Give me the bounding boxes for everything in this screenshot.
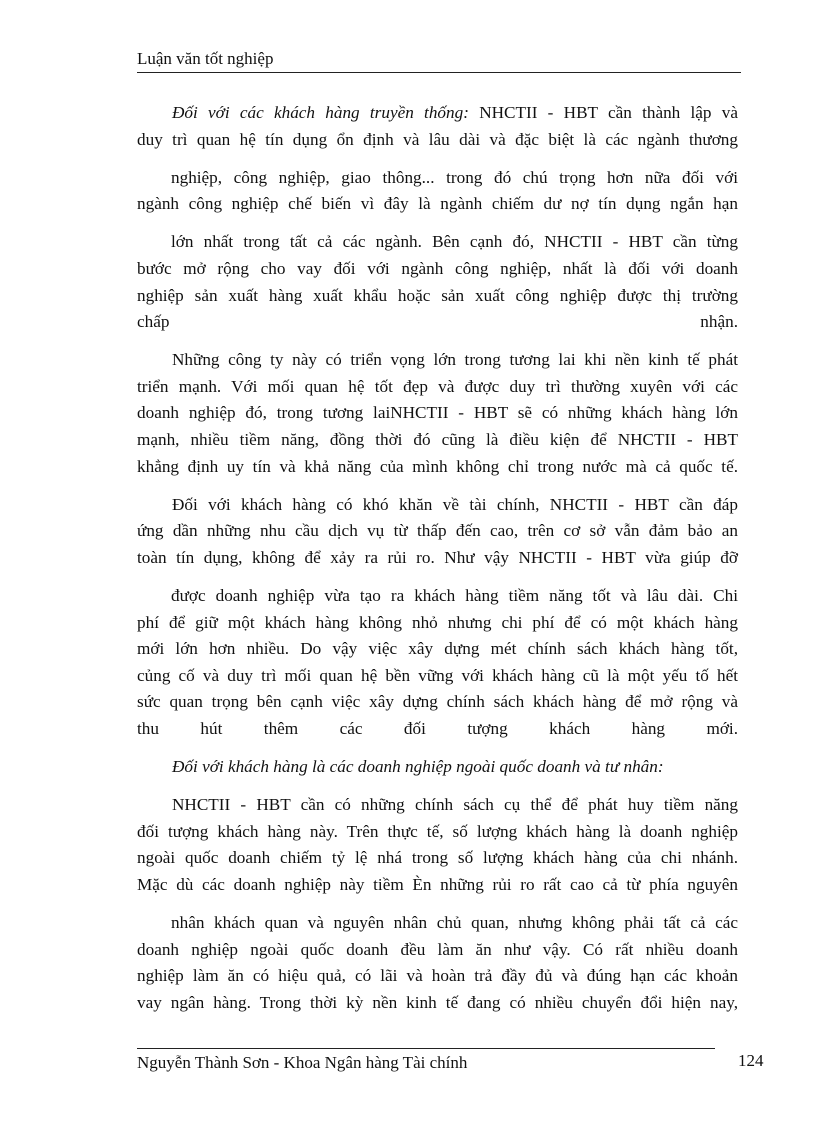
text-line: nghiệp sản xuất hàng xuất khẩu hoặc sản xuất công nghiệp được thị trường xyxy=(137,285,738,305)
text-line: doanh nghiệp ngoài quốc doanh đều làm ăn như vậy. Có rất nhiều doanh xyxy=(137,939,738,959)
text-line: ngoài quốc doanh chiếm tỷ lệ nhá trong số lượng khách hàng của chi nhánh. xyxy=(137,848,738,868)
running-header xyxy=(137,49,741,73)
italic-heading-line: Đối với khách hàng là các doanh nghiệp ngoài quốc doanh và tư nhân: xyxy=(172,757,664,777)
text-line: ứng dần những nhu cầu dịch vụ từ thấp đến cao, trên cơ sở vẫn đảm bảo an xyxy=(137,521,738,541)
italic-lead: Đối với các khách hàng truyền thống: xyxy=(172,103,469,122)
text-line: triển mạnh. Với mối quan hệ tốt đẹp và được duy trì thường xuyên với các xyxy=(137,376,738,396)
text-line: vay ngân hàng. Trong thời kỳ nền kinh tế đang có nhiều chuyển đổi hiện nay, xyxy=(137,992,738,1012)
text-line: lớn nhất trong tất cả các ngành. Bên cạnh đó, NHCTII - HBT cần từng xyxy=(171,232,738,252)
text-line: chấp nhận. xyxy=(137,312,738,332)
page-number: 124 xyxy=(738,1051,764,1070)
footer-divider xyxy=(137,1048,715,1049)
text-line: nghiệp làm ăn có hiệu quả, có lãi và hoàn trả đầy đủ và đúng hạn các khoản xyxy=(137,966,738,986)
text-line: bước mở rộng cho vay đối với ngành công nghiệp, nhất là đối với doanh xyxy=(137,258,738,278)
text-line: sức quan trọng bên cạnh việc xây dựng chính sách khách hàng để mở rộng và xyxy=(137,692,738,712)
text-line: nghiệp, công nghiệp, giao thông... trong đó chú trọng hơn nữa đối với xyxy=(171,167,738,187)
text-line: khẳng định uy tín và khả năng của mình không chỉ trong nước mà cả quốc tế. xyxy=(137,456,738,476)
footer-author: Nguyễn Thành Sơn - Khoa Ngân hàng Tài chính xyxy=(137,1053,468,1072)
text-line: ngành công nghiệp chế biến vì đây là ngành chiếm dư nợ tín dụng ngắn hạn xyxy=(137,194,738,214)
text-line: đối tượng khách hàng này. Trên thực tế, số lượng khách hàng là doanh nghiệp xyxy=(137,821,738,841)
text-line: mạnh, nhiều tiềm năng, đồng thời đó cũng là điều kiện để NHCTII - HBT xyxy=(137,430,738,450)
text-line: Mặc dù các doanh nghiệp này tiềm Èn những rủi ro rất cao cả từ phía nguyên xyxy=(137,874,738,894)
text-line: thu hút thêm các đối tượng khách hàng mới. xyxy=(137,718,738,738)
text-line: duy trì quan hệ tín dụng ổn định và lâu dài và đặc biệt là các ngành thương xyxy=(137,129,738,149)
text-line: Đối với các khách hàng truyền thống: NHCTII - HBT cần thành lập và xyxy=(172,103,738,122)
text-line: được doanh nghiệp vừa tạo ra khách hàng tiềm năng tốt và lâu dài. Chi xyxy=(171,586,738,605)
text-line: doanh nghiệp đó, trong tương laiNHCTII - HBT sẽ có những khách hàng lớn xyxy=(137,403,738,423)
text-line: toàn tín dụng, không để xảy ra rủi ro. Như vậy NHCTII - HBT vừa giúp đỡ xyxy=(137,547,738,567)
text-line: củng cố và duy trì mối quan hệ bền vững với khách hàng cũ là một yếu tố hết xyxy=(137,665,738,685)
text-line: NHCTII - HBT cần có những chính sách cụ thể để phát huy tiềm năng xyxy=(172,795,738,815)
text-line: Đối với khách hàng có khó khăn về tài chính, NHCTII - HBT cần đáp xyxy=(172,494,738,514)
text-line: mới lớn hơn nhiều. Do vậy việc xây dựng mét chính sách khách hàng tốt, xyxy=(137,639,738,659)
text-line: Những công ty này có triển vọng lớn trong tương lai khi nền kinh tế phát xyxy=(172,350,738,370)
body-text xyxy=(137,100,738,1016)
text-line: nhân khách quan và nguyên nhân chủ quan, nhưng không phải tất cả các xyxy=(171,913,738,933)
text-line: phí để giữ một khách hàng không nhỏ nhưng chi phí để có một khách hàng xyxy=(137,612,738,632)
header-title: Luận văn tốt nghiệp xyxy=(137,49,274,68)
